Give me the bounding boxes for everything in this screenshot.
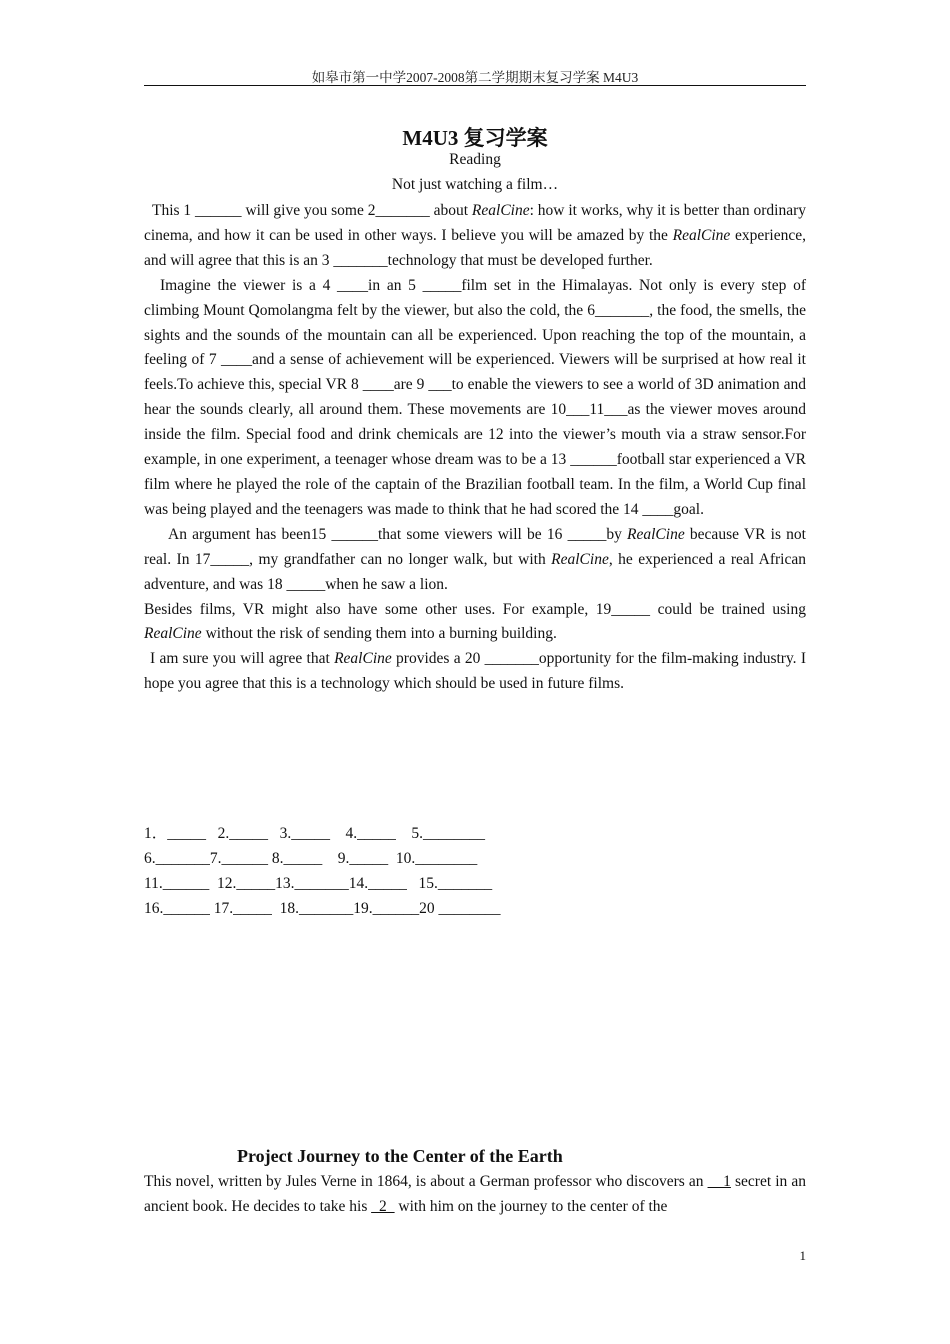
project-paragraph (144, 1170, 806, 1220)
reading-passage (144, 199, 806, 697)
p4-text-c: without the risk of sending them into a burning building. (201, 625, 557, 643)
paragraph-4 (144, 598, 806, 648)
p5-text-a: I am sure you will agree that (150, 650, 335, 668)
project-text-2: secret in an ancient book. He decides to take his (144, 1173, 807, 1215)
p1-text-e: experience, and will agree that this is an 3 _______technology that must be developed further. (144, 226, 806, 269)
paragraph-5 (144, 647, 806, 697)
paragraph-3 (144, 523, 806, 598)
paragraph-2: Imagine the viewer is a 4 ____in an 5 _____film set in the Himalayas. Not only is every step of climbing Mount Qomolangma felt by the viewer, but also the cold, the 6_______, the food, the smells, the sights and the sounds of the mountain can all be experienced. Upon reaching the top of the mountain, a feeling of 7 ____and a sense of achievement will be experienced. Viewers will be surprised at how real it feels.To achieve this, special VR 8 ____are 9 ___to enable the viewers to see a world of 3D animation and hear the sounds clearly, all around them. These movements are 10___11___as the viewer moves around inside the film. Special food and drink chemicals are 12 into the viewer’s mouth via a straw sensor.For example, in one experiment, a teenager whose dream was to be a 13 ______football star experienced a VR film where he played the role of the captain of the Brazilian football team. In the film, a World Cup final was being played and the teenagers was made to think that he had scored the 14 ____goal. (144, 276, 806, 518)
p3-text-c: because VR is not real. In 17_____, my grandfather can no longer walk, but with (144, 525, 806, 568)
passage-subtitle: Not just watching a film… (391, 176, 559, 193)
p1-text-a: This 1 ______ will give you some 2_______ about (152, 202, 472, 219)
header-divider (144, 85, 806, 86)
project-blank-1: __1 (707, 1173, 731, 1190)
answer-row: 6._______7.______ 8._____ 9._____ 10.________ (144, 849, 478, 867)
answer-blanks (144, 822, 501, 922)
p5-text-c: provides a 20 _______opportunity for the film-making industry. I hope you agree that this is a technology which should be used in future films. (144, 650, 807, 693)
p3-realcine-2: RealCine (551, 550, 609, 568)
answer-row: 1．_____ 2._____ 3._____ 4._____ 5.________ (144, 825, 486, 842)
section-heading-reading: Reading (449, 151, 501, 168)
p3-text-a: An argument has been15 ______that some viewers will be 16 _____by (168, 525, 628, 543)
project-passage (144, 1170, 806, 1220)
project-title: Project Journey to the Center of the Earth (237, 1146, 563, 1166)
page-header: 如皋市第一中学2007-2008第二学期期末复习学案 M4U3 (311, 70, 639, 85)
p3-text-e: , he experienced a real African adventure, and was 18 _____when he saw a lion. (144, 550, 806, 593)
p1-realcine-1: RealCine (471, 202, 530, 219)
page-number: 1 (799, 1248, 806, 1263)
p4-text-a: Besides films, VR might also have some other uses. For example, 19_____ could be trained using (144, 600, 806, 618)
answer-row: 11.______ 12._____13._______14._____ 15._______ (144, 874, 493, 892)
p1-text-c: : how it works, why it is better than ordinary cinema, and how it can be used in other ways. I believe you will be amazed by the (144, 202, 807, 244)
project-text-1: This novel, written by Jules Verne in 1864, is about a German professor who discovers an (144, 1173, 708, 1190)
project-text-3: with him on the journey to the center of the (394, 1197, 668, 1215)
paragraph-1 (144, 199, 806, 274)
p3-realcine-1: RealCine (627, 525, 685, 543)
p1-realcine-2: RealCine (672, 226, 731, 244)
p5-realcine: RealCine (334, 650, 392, 668)
document-title: M4U3 复习学案 (402, 126, 548, 150)
p4-realcine: RealCine (144, 625, 202, 643)
answer-row: 16.______ 17._____ 18._______19.______20 ________ (144, 899, 501, 917)
project-blank-2: _2_ (371, 1197, 395, 1215)
